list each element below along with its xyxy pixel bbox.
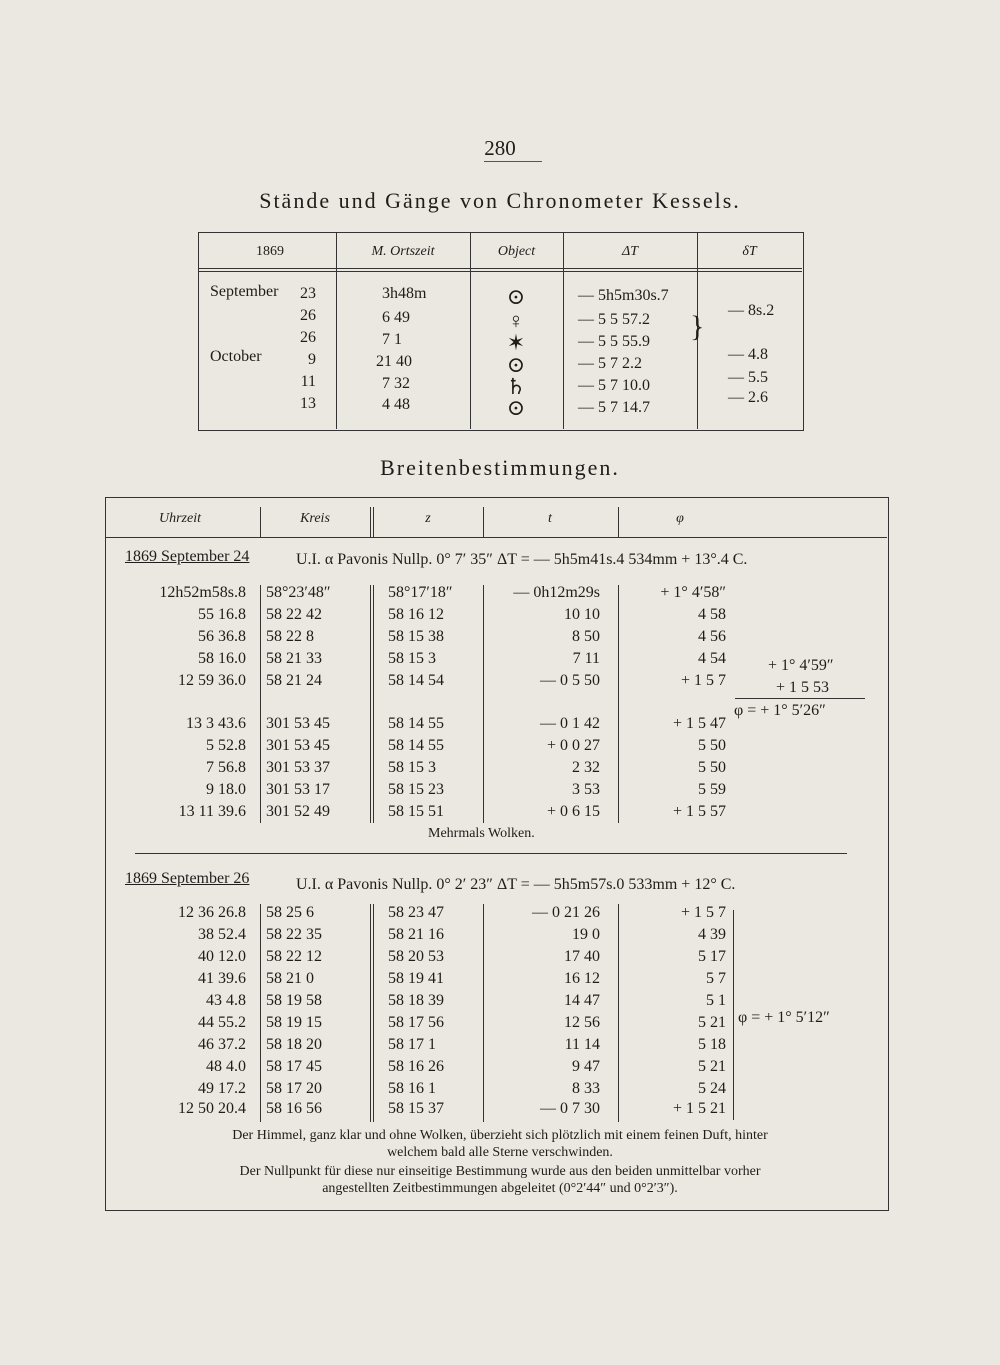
- chronometer-header-time: M. Ortszeit: [371, 244, 435, 259]
- cell-z: 58 19 41: [388, 970, 444, 987]
- cell-uhr: 12h52m58s.8: [159, 584, 246, 601]
- cell-phi: + 1 5 47: [672, 715, 726, 732]
- cell-kreis: 58 17 20: [266, 1080, 322, 1097]
- cell-kreis: 58 18 20: [266, 1036, 322, 1053]
- section2-note: Der Himmel, ganz klar und ohne Wolken, überzieht sich plötzlich mit einem feinen Duft, hinter: [232, 1128, 768, 1143]
- cell-phi: 5 59: [698, 781, 726, 798]
- cell-t: 2 32: [572, 759, 600, 776]
- chronometer-day: 9: [308, 351, 316, 368]
- section2-note: angestellten Zeitbestimmungen abgeleitet (0°2′44″ und 0°2′3″).: [322, 1181, 678, 1196]
- cell-phi: 4 58: [698, 606, 726, 623]
- cell-t: 16 12: [564, 970, 600, 987]
- cell-uhr: 38 52.4: [198, 926, 246, 943]
- venus-icon: ♀: [507, 308, 525, 333]
- breiten-header-t: t: [548, 511, 552, 526]
- cell-z: 58 15 51: [388, 803, 444, 820]
- saturn-icon: ♄: [506, 374, 526, 399]
- sun-icon: ⊙: [506, 395, 526, 420]
- cell-z: 58 15 23: [388, 781, 444, 798]
- cell-kreis: 58 22 8: [266, 628, 314, 645]
- chronometer-time: 3h48m: [382, 285, 427, 302]
- chronometer-delta-t: — 5 5 55.9: [578, 333, 650, 350]
- section2-note: welchem bald alle Sterne verschwinden.: [387, 1145, 613, 1160]
- chronometer-day: 26: [300, 307, 316, 324]
- chronometer-time: 6 49: [382, 309, 410, 326]
- cell-phi: 5 50: [698, 737, 726, 754]
- chronometer-header-year: 1869: [256, 244, 284, 259]
- cell-t: 10 10: [564, 606, 600, 623]
- cell-t: 8 50: [572, 628, 600, 645]
- section2-date: 1869 September 26: [125, 870, 250, 887]
- section2-col-divider: [370, 904, 371, 1122]
- section1-col-divider: [373, 585, 374, 823]
- chronometer-rate: — 8s.2: [728, 302, 775, 319]
- cell-uhr: 5 52.8: [206, 737, 246, 754]
- cell-uhr: 49 17.2: [198, 1080, 246, 1097]
- page-number: 280: [484, 136, 516, 160]
- cell-uhr: 48 4.0: [206, 1058, 246, 1075]
- section-separator: [135, 853, 847, 854]
- cell-t: 8 33: [572, 1080, 600, 1097]
- cell-kreis: 58 21 24: [266, 672, 322, 689]
- cell-t: — 0 7 30: [540, 1100, 600, 1117]
- cell-uhr: 56 36.8: [198, 628, 246, 645]
- cell-kreis: 58°23′48″: [266, 584, 331, 601]
- cell-t: 9 47: [572, 1058, 600, 1075]
- cell-z: 58 17 56: [388, 1014, 444, 1031]
- cell-uhr: 41 39.6: [198, 970, 246, 987]
- chronometer-header-rule-2: [198, 271, 802, 272]
- cell-uhr: 12 50 20.4: [178, 1100, 246, 1117]
- cell-t: — 0 1 42: [540, 715, 600, 732]
- chronometer-header-object: Object: [497, 244, 536, 259]
- cell-kreis: 58 16 56: [266, 1100, 322, 1117]
- chronometer-time: 7 32: [382, 375, 410, 392]
- chronometer-delta-t: — 5 7 10.0: [578, 377, 650, 394]
- section1-col-divider: [370, 585, 371, 823]
- cell-uhr: 13 3 43.6: [186, 715, 246, 732]
- cell-z: 58 16 1: [388, 1080, 436, 1097]
- cell-uhr: 7 56.8: [206, 759, 246, 776]
- chronometer-delta-t: — 5 7 14.7: [578, 399, 650, 416]
- cell-phi: 4 56: [698, 628, 726, 645]
- cell-kreis: 58 22 35: [266, 926, 322, 943]
- cell-t: 12 56: [564, 1014, 600, 1031]
- cell-uhr: 46 37.2: [198, 1036, 246, 1053]
- cell-t: — 0 5 50: [540, 672, 600, 689]
- section2-col-divider: [260, 904, 261, 1122]
- chronometer-rate: — 4.8: [728, 346, 768, 363]
- cell-uhr: 58 16.0: [198, 650, 246, 667]
- cell-z: 58 15 37: [388, 1100, 444, 1117]
- cell-z: 58 23 47: [388, 904, 444, 921]
- chronometer-time: 4 48: [382, 396, 410, 413]
- section1-note: Mehrmals Wolken.: [428, 826, 535, 841]
- section1-col-divider: [618, 585, 619, 823]
- cell-kreis: 301 52 49: [266, 803, 330, 820]
- cell-z: 58 14 54: [388, 672, 444, 689]
- chronometer-month: September: [210, 283, 279, 300]
- cell-t: 11 14: [564, 1036, 600, 1053]
- chronometer-day: 26: [300, 329, 316, 346]
- section1-date: 1869 September 24: [125, 548, 250, 565]
- section1-sum-rule: [735, 698, 865, 699]
- cell-kreis: 58 17 45: [266, 1058, 322, 1075]
- cell-z: 58 21 16: [388, 926, 444, 943]
- chronometer-brace: }: [690, 310, 705, 343]
- cell-z: 58 15 3: [388, 759, 436, 776]
- cell-phi: + 1 5 7: [680, 672, 726, 689]
- chronometer-delta-t: — 5 7 2.2: [578, 355, 642, 372]
- cell-phi: 5 7: [706, 970, 726, 987]
- cell-z: 58 15 3: [388, 650, 436, 667]
- cell-t: 17 40: [564, 948, 600, 965]
- breiten-col-divider: [618, 507, 619, 537]
- sun-icon: ⊙: [506, 284, 526, 309]
- chronometer-col-divider: [470, 232, 471, 429]
- chronometer-month: October: [210, 348, 262, 365]
- chronometer-rate: — 5.5: [728, 369, 768, 386]
- chronometer-header-delta-t: ΔT: [621, 244, 638, 259]
- cell-z: 58 15 38: [388, 628, 444, 645]
- cell-kreis: 58 21 0: [266, 970, 314, 987]
- cell-uhr: 9 18.0: [206, 781, 246, 798]
- cell-kreis: 301 53 37: [266, 759, 330, 776]
- cell-phi: 5 50: [698, 759, 726, 776]
- chronometer-delta-t: — 5 5 57.2: [578, 311, 650, 328]
- cell-z: 58 16 26: [388, 1058, 444, 1075]
- cell-t: — 0 21 26: [532, 904, 600, 921]
- chronometer-col-divider: [336, 232, 337, 429]
- cell-phi: + 1 5 57: [672, 803, 726, 820]
- section1-col-divider: [483, 585, 484, 823]
- cell-z: 58 14 55: [388, 715, 444, 732]
- cell-uhr: 43 4.8: [206, 992, 246, 1009]
- sun-icon: ⊙: [506, 352, 526, 377]
- cell-phi: 4 39: [698, 926, 726, 943]
- section2-col-divider: [373, 904, 374, 1122]
- cell-kreis: 58 25 6: [266, 904, 314, 921]
- cell-t: 3 53: [572, 781, 600, 798]
- section2-result: φ = + 1° 5′12″: [738, 1009, 830, 1026]
- section1-col-divider: [260, 585, 261, 823]
- section2-note: Der Nullpunkt für diese nur einseitige Bestimmung wurde aus den beiden unmittelbar vorher: [239, 1164, 761, 1179]
- breiten-col-divider: [260, 507, 261, 537]
- cell-kreis: 58 22 12: [266, 948, 322, 965]
- chronometer-rate: — 2.6: [728, 389, 768, 406]
- cell-uhr: 12 59 36.0: [178, 672, 246, 689]
- cell-z: 58°17′18″: [388, 584, 453, 601]
- cell-phi: 5 21: [698, 1058, 726, 1075]
- breiten-title: Breitenbestimmungen.: [380, 455, 620, 480]
- cell-uhr: 55 16.8: [198, 606, 246, 623]
- breiten-col-divider: [373, 507, 374, 537]
- cell-uhr: 13 11 39.6: [178, 803, 246, 820]
- cell-phi: 5 18: [698, 1036, 726, 1053]
- cell-kreis: 301 53 17: [266, 781, 330, 798]
- cell-t: 7 11: [572, 650, 600, 667]
- breiten-header-z: z: [425, 511, 431, 526]
- section1-mean: + 1° 4′59″: [768, 657, 834, 674]
- cell-kreis: 58 22 42: [266, 606, 322, 623]
- cell-uhr: 40 12.0: [198, 948, 246, 965]
- cell-t: 14 47: [564, 992, 600, 1009]
- cell-z: 58 16 12: [388, 606, 444, 623]
- cell-phi: 5 24: [698, 1080, 726, 1097]
- section2-col-divider: [483, 904, 484, 1122]
- cell-phi: 4 54: [698, 650, 726, 667]
- page-number-rule: [484, 161, 542, 162]
- cell-kreis: 58 19 15: [266, 1014, 322, 1031]
- breiten-header-rule: [105, 537, 887, 538]
- cell-t: — 0h12m29s: [513, 584, 600, 601]
- cell-kreis: 301 53 45: [266, 715, 330, 732]
- section2-brace-line: [733, 910, 734, 1120]
- chronometer-title: Stände und Gänge von Chronometer Kessels.: [259, 188, 741, 213]
- cell-z: 58 20 53: [388, 948, 444, 965]
- cell-phi: 5 17: [698, 948, 726, 965]
- cell-phi: + 1 5 7: [680, 904, 726, 921]
- cell-t: + 0 0 27: [546, 737, 600, 754]
- breiten-col-divider: [370, 507, 371, 537]
- cell-z: 58 18 39: [388, 992, 444, 1009]
- section2-col-divider: [618, 904, 619, 1122]
- cell-phi: + 1° 4′58″: [660, 584, 726, 601]
- breiten-col-divider: [483, 507, 484, 537]
- star-icon: ✶: [506, 330, 526, 355]
- cell-phi: + 1 5 21: [672, 1100, 726, 1117]
- breiten-header-uhrzeit: Uhrzeit: [159, 511, 201, 526]
- cell-phi: 5 1: [706, 992, 726, 1009]
- cell-z: 58 14 55: [388, 737, 444, 754]
- chronometer-day: 11: [300, 373, 316, 390]
- breiten-header-phi: φ: [676, 511, 684, 526]
- cell-uhr: 12 36 26.8: [178, 904, 246, 921]
- chronometer-delta-t: — 5h5m30s.7: [578, 287, 669, 304]
- chronometer-time: 21 40: [376, 353, 412, 370]
- cell-t: + 0 6 15: [546, 803, 600, 820]
- cell-z: 58 17 1: [388, 1036, 436, 1053]
- cell-kreis: 301 53 45: [266, 737, 330, 754]
- cell-t: 19 0: [572, 926, 600, 943]
- chronometer-col-divider: [563, 232, 564, 429]
- section1-info: U.I. α Pavonis Nullp. 0° 7′ 35″ ΔT = — 5h5m41s.4 534mm + 13°.4 C.: [296, 551, 748, 568]
- section1-mean: + 1 5 53: [776, 679, 830, 696]
- chronometer-header-rule: [198, 268, 802, 269]
- section1-result: φ = + 1° 5′26″: [734, 702, 826, 719]
- cell-kreis: 58 21 33: [266, 650, 322, 667]
- chronometer-header-small-delta-t: δT: [742, 244, 757, 259]
- cell-kreis: 58 19 58: [266, 992, 322, 1009]
- cell-phi: 5 21: [698, 1014, 726, 1031]
- chronometer-day: 23: [300, 285, 316, 302]
- breiten-header-kreis: Kreis: [300, 511, 330, 526]
- section2-info: U.I. α Pavonis Nullp. 0° 2′ 23″ ΔT = — 5h5m57s.0 533mm + 12° C.: [296, 876, 736, 893]
- chronometer-time: 7 1: [382, 331, 402, 348]
- cell-uhr: 44 55.2: [198, 1014, 246, 1031]
- chronometer-day: 13: [300, 395, 316, 412]
